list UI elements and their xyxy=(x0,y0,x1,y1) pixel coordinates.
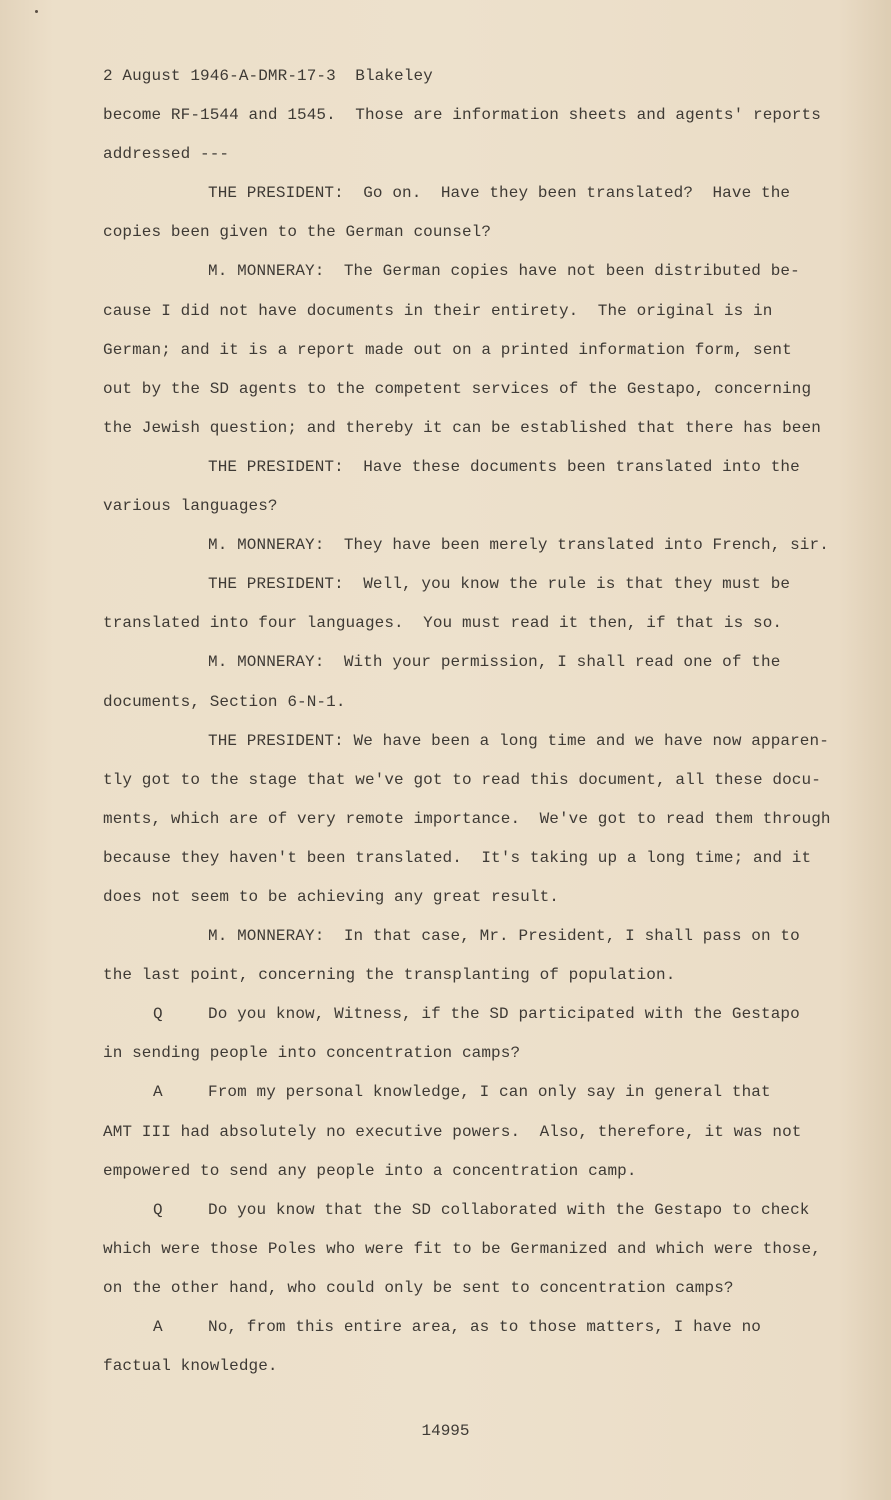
text-line: out by the SD agents to the competent services of the Gestapo, concerning xyxy=(103,379,812,398)
answer-text: No, from this entire area, as to those matters, I have no xyxy=(208,1318,761,1336)
text-line: does not seem to be achieving any great result. xyxy=(103,887,559,906)
text-line: in sending people into concentration camps? xyxy=(103,1044,521,1063)
text-line: the Jewish question; and thereby it can be established that there has been xyxy=(103,418,821,437)
transcript-body xyxy=(103,60,833,1389)
answer-text: From my personal knowledge, I can only say in general that xyxy=(208,1083,771,1102)
text-line: various languages? xyxy=(103,497,278,516)
text-line: cause I did not have documents in their entirety. The original is in xyxy=(103,301,773,320)
text-line: on the other hand, who could only be sent to concentration camps? xyxy=(103,1278,734,1297)
text-line: empowered to send any people into a concentration camp. xyxy=(103,1161,637,1180)
speaker-line: THE PRESIDENT: Have these documents been translated into the xyxy=(208,457,800,476)
speaker-line: THE PRESIDENT: Well, you know the rule is that they must be xyxy=(208,575,791,594)
text-line: ments, which are of very remote importance. We've got to read them through xyxy=(103,809,831,828)
speaker-line: M. MONNERAY: They have been merely translated into French, sir. xyxy=(208,536,829,555)
header-line: 2 August 1946-A-DMR-17-3 Blakeley xyxy=(103,67,433,85)
answer-label: A xyxy=(153,1318,163,1336)
text-line: addressed --- xyxy=(103,145,230,164)
question-line xyxy=(103,1194,833,1233)
answer-label: A xyxy=(153,1083,163,1102)
speaker-line: M. MONNERAY: In that case, Mr. President, I shall pass on to xyxy=(208,927,800,946)
text-line: become RF-1544 and 1545. Those are information sheets and agents' reports xyxy=(103,106,821,125)
text-line: translated into four languages. You must read it then, if that is so. xyxy=(103,614,783,633)
text-line: German; and it is a report made out on a printed information form, sent xyxy=(103,340,792,359)
question-line xyxy=(103,998,833,1037)
question-text: Do you know that the SD collaborated with the Gestapo to check xyxy=(208,1200,810,1219)
question-text: Do you know, Witness, if the SD participated with the Gestapo xyxy=(208,1005,800,1024)
speaker-line: M. MONNERAY: The German copies have not been distributed be- xyxy=(208,262,800,281)
text-line: AMT III had absolutely no executive powers. Also, therefore, it was not xyxy=(103,1122,802,1141)
speaker-line: THE PRESIDENT: Go on. Have they been translated? Have the xyxy=(208,184,791,203)
answer-line xyxy=(103,1311,833,1350)
text-line: tly got to the stage that we've got to read this document, all these docu- xyxy=(103,770,821,789)
text-line: factual knowledge. xyxy=(103,1357,278,1376)
speaker-line: THE PRESIDENT: We have been a long time and we have now apparen- xyxy=(208,731,829,750)
speaker-line: M. MONNERAY: With your permission, I shall read one of the xyxy=(208,653,781,672)
paper-speck xyxy=(35,10,38,13)
text-line: because they haven't been translated. It's taking up a long time; and it xyxy=(103,848,812,867)
page-number: 14995 xyxy=(421,1422,470,1440)
question-label: Q xyxy=(153,1005,163,1024)
question-label: Q xyxy=(153,1200,163,1219)
text-line: the last point, concerning the transplanting of population. xyxy=(103,966,676,985)
text-line: which were those Poles who were fit to be Germanized and which were those, xyxy=(103,1239,821,1258)
answer-line xyxy=(103,1076,833,1115)
text-line: documents, Section 6-N-1. xyxy=(103,692,346,711)
text-line: copies been given to the German counsel? xyxy=(103,223,492,242)
